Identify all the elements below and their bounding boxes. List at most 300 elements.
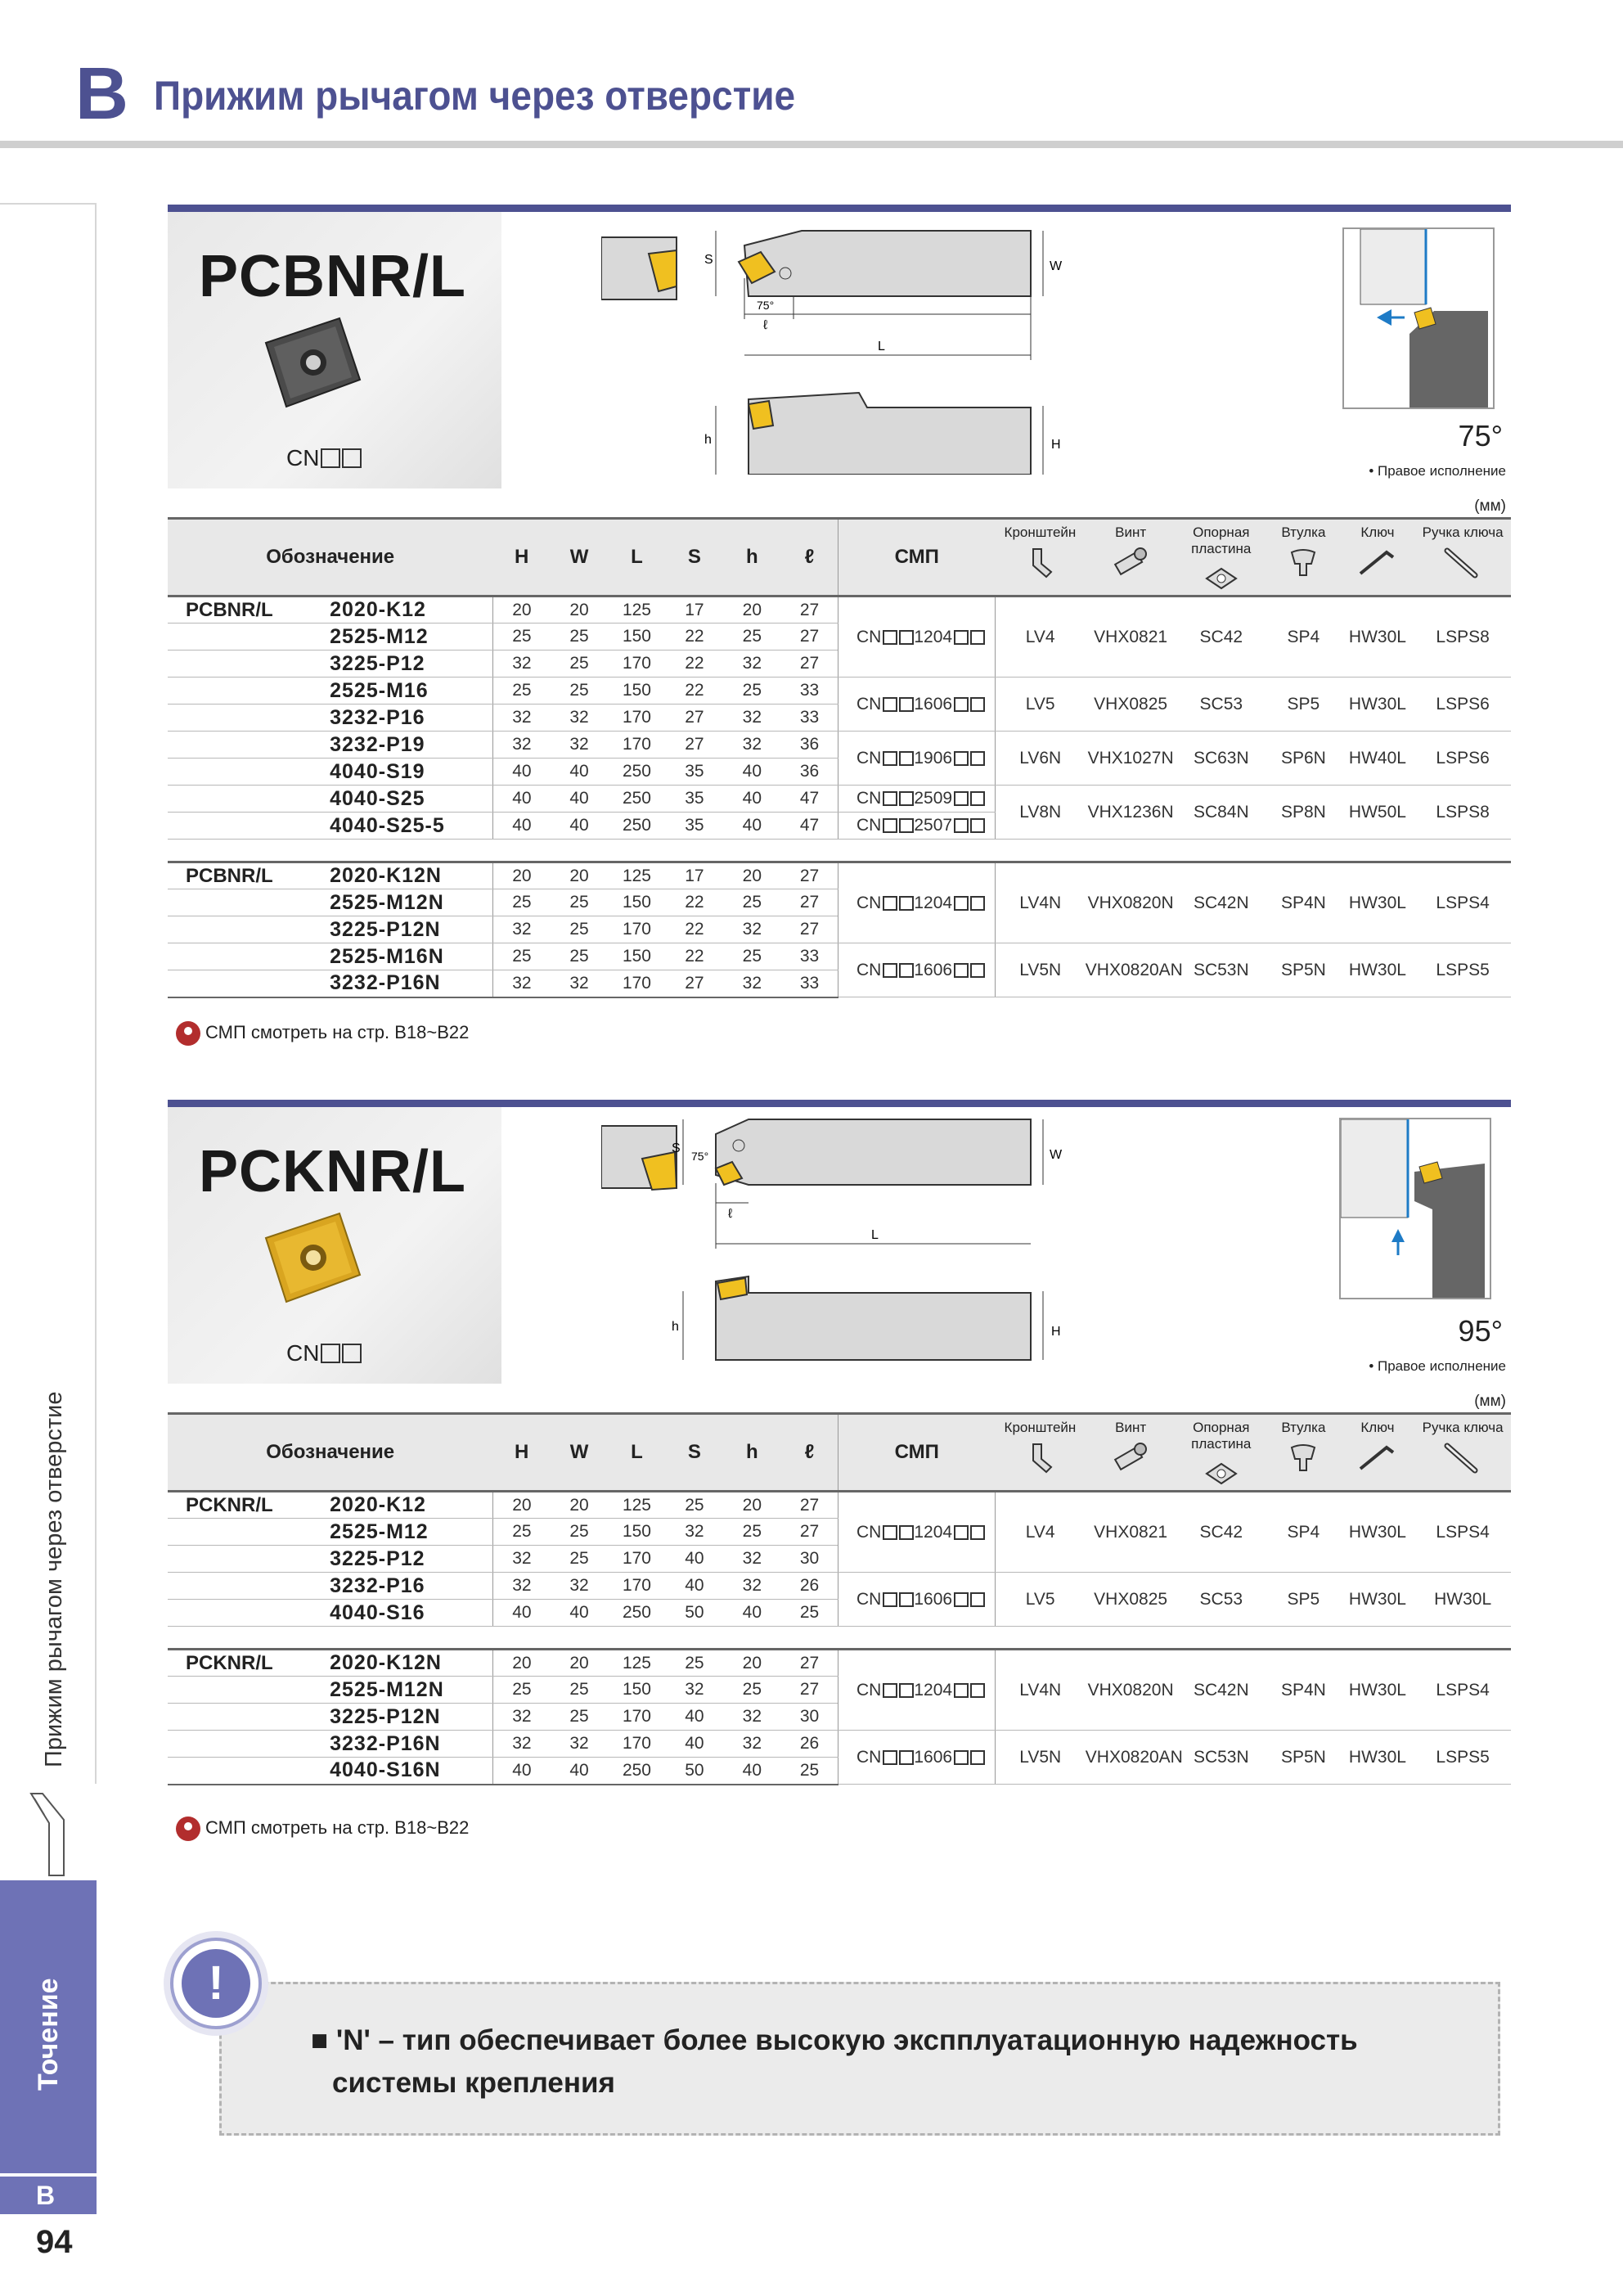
dim-value: 25 — [781, 1758, 838, 1785]
part-code: SC84N — [1176, 786, 1266, 840]
series-name — [168, 1731, 320, 1758]
placeholder-box-icon — [883, 1592, 897, 1607]
dim-value: 22 — [666, 624, 723, 651]
dim-value: 35 — [666, 759, 723, 786]
part-code: SC53N — [1176, 1731, 1266, 1785]
dim-value: 150 — [608, 943, 665, 970]
table-row — [168, 1731, 1511, 1758]
dim-value: 25 — [492, 624, 550, 651]
part-code: LSPS4 — [1414, 862, 1511, 943]
shim-icon — [1176, 1457, 1266, 1490]
part-code: SC42 — [1176, 1492, 1266, 1573]
dim-value: 25 — [551, 1546, 608, 1573]
dim-value: 25 — [723, 624, 780, 651]
dim-value: 40 — [492, 813, 550, 840]
key-icon — [1341, 1441, 1415, 1474]
part-code: SC42N — [1176, 1650, 1266, 1731]
dim-value: 22 — [666, 943, 723, 970]
dim-value: 25 — [723, 889, 780, 916]
handle-icon — [1414, 546, 1511, 579]
designation-code: 3225-P12 — [320, 651, 492, 678]
designation-code: 3232-P16 — [320, 1573, 492, 1600]
dim-value: 32 — [666, 1677, 723, 1704]
sleeve-icon — [1266, 546, 1341, 579]
table-row — [168, 1492, 1511, 1519]
holder-front-view — [672, 1276, 1061, 1360]
callout-line-1: ■ 'N' – тип обеспечивает более высокую экспплуатационную надежность — [311, 2024, 1358, 2056]
bracket-icon — [995, 546, 1086, 579]
group-separator — [168, 840, 1511, 862]
dim-75: 75° — [757, 299, 775, 312]
placeholder-box-icon — [883, 818, 897, 833]
col-H: H — [492, 1414, 550, 1492]
dim-value: 40 — [551, 786, 608, 813]
placeholder-box-icon — [883, 1683, 897, 1698]
col-sleeve: Втулка — [1266, 1414, 1341, 1492]
dim-value: 33 — [781, 970, 838, 997]
col-S: S — [666, 1414, 723, 1492]
placeholder-box-icon — [954, 818, 969, 833]
series-name: PCBNR/L — [168, 862, 320, 889]
application-detail — [1339, 1118, 1491, 1299]
table-row — [168, 786, 1511, 813]
series-name — [168, 889, 320, 916]
holder-side-view — [601, 1126, 677, 1190]
part-code: LV5 — [995, 1573, 1086, 1627]
smp-insert: CN 1204 — [838, 862, 995, 943]
part-code: HW30L — [1341, 1650, 1415, 1731]
insert-dark-icon — [250, 310, 372, 416]
designation-code: 2020-K12 — [320, 1492, 492, 1519]
smp-insert: CN 1606 — [838, 1731, 995, 1785]
dim-value: 40 — [723, 1600, 780, 1627]
placeholder-box-icon — [954, 791, 969, 806]
part-code: LSPS6 — [1414, 678, 1511, 732]
dim-value: 27 — [781, 1519, 838, 1546]
section-bar — [168, 1100, 1511, 1107]
part-code: VHX0820N — [1086, 1650, 1176, 1731]
placeholder-box-icon — [954, 1525, 969, 1540]
dim-value: 22 — [666, 889, 723, 916]
series-name — [168, 651, 320, 678]
sidebar-tab-label: Точение — [33, 1978, 64, 2091]
dim-value: 125 — [608, 597, 665, 624]
dim-value: 30 — [781, 1704, 838, 1731]
dim-value: 40 — [666, 1704, 723, 1731]
dim-value: 25 — [723, 943, 780, 970]
product-section-pcbnr — [168, 205, 1511, 998]
dim-value: 25 — [551, 943, 608, 970]
dim-value: 35 — [666, 813, 723, 840]
dim-value: 27 — [781, 889, 838, 916]
dim-value: 35 — [666, 786, 723, 813]
designation-code: 2525-M12 — [320, 1519, 492, 1546]
dim-value: 40 — [551, 1600, 608, 1627]
placeholder-box-icon — [970, 630, 985, 645]
dim-h: h — [704, 433, 712, 447]
part-code: HW30L — [1414, 1573, 1511, 1627]
dim-value: 32 — [551, 1573, 608, 1600]
part-code: LV5 — [995, 678, 1086, 732]
smp-insert: CN 1606 — [838, 943, 995, 997]
designation-code: 3232-P16N — [320, 1731, 492, 1758]
col-screw: Винт — [1086, 519, 1176, 597]
dim-value: 27 — [781, 1677, 838, 1704]
col-bracket: Кронштейн — [995, 519, 1086, 597]
series-name — [168, 624, 320, 651]
dim-W: W — [1050, 259, 1063, 273]
col-l: ℓ — [781, 1414, 838, 1492]
smp-reference-note: СМП смотреть на стр. B18~B22 — [176, 1021, 469, 1046]
table-row — [168, 597, 1511, 624]
part-code: SP6N — [1266, 732, 1341, 786]
dim-value: 32 — [492, 705, 550, 732]
dim-value: 27 — [666, 970, 723, 997]
placeholder-box-icon — [954, 896, 969, 911]
dim-value: 27 — [781, 1492, 838, 1519]
holder-side-view — [601, 237, 677, 299]
section-bar — [168, 205, 1511, 212]
dim-value: 27 — [666, 705, 723, 732]
table-header — [168, 1414, 1511, 1492]
placeholder-box-icon — [899, 1592, 914, 1607]
part-code: SC53N — [1176, 943, 1266, 997]
placeholder-box-icon — [899, 697, 914, 712]
part-code: SP5 — [1266, 1573, 1341, 1627]
part-code: HW30L — [1341, 1492, 1415, 1573]
application-detail — [1342, 227, 1495, 409]
part-code: LV4 — [995, 597, 1086, 678]
col-key_handle: Ручка ключа — [1414, 519, 1511, 597]
series-name: PCKNR/L — [168, 1492, 320, 1519]
dim-value: 125 — [608, 862, 665, 889]
placeholder-box-icon — [342, 1344, 362, 1363]
col-key: Ключ — [1341, 519, 1415, 597]
series-name — [168, 813, 320, 840]
placeholder-box-icon — [883, 791, 897, 806]
location-pin-icon — [176, 1021, 200, 1046]
part-code: LV8N — [995, 786, 1086, 840]
placeholder-box-icon — [899, 1750, 914, 1765]
smp-reference-note: СМП смотреть на стр. B18~B22 — [176, 1817, 469, 1841]
placeholder-box-icon — [970, 751, 985, 766]
dim-value: 40 — [492, 786, 550, 813]
part-code: VHX1027N — [1086, 732, 1176, 786]
series-name — [168, 1546, 320, 1573]
part-code: SC53 — [1176, 678, 1266, 732]
dim-value: 150 — [608, 1519, 665, 1546]
dim-value: 32 — [723, 705, 780, 732]
dim-value: 40 — [492, 759, 550, 786]
placeholder-box-icon — [954, 630, 969, 645]
part-code: HW50L — [1341, 786, 1415, 840]
dim-value: 36 — [781, 732, 838, 759]
tool-drawing-top — [601, 229, 1354, 475]
col-h: h — [723, 519, 780, 597]
designation-code: 4040-S25 — [320, 786, 492, 813]
part-code: HW30L — [1341, 943, 1415, 997]
col-shim: Опорная пластина — [1176, 519, 1266, 597]
designation-code: 2525-M12N — [320, 889, 492, 916]
placeholder-box-icon — [883, 1525, 897, 1540]
approach-angle: 75° — [1458, 419, 1503, 452]
screw-icon — [1086, 1441, 1176, 1474]
dim-value: 32 — [551, 705, 608, 732]
location-pin-icon — [176, 1817, 200, 1841]
col-S: S — [666, 519, 723, 597]
placeholder-box-icon — [970, 697, 985, 712]
dim-value: 40 — [666, 1546, 723, 1573]
dim-value: 32 — [723, 916, 780, 943]
part-code: SP8N — [1266, 786, 1341, 840]
product-panel — [168, 1107, 501, 1384]
dim-value: 32 — [666, 1519, 723, 1546]
placeholder-box-icon — [970, 818, 985, 833]
part-code: HW30L — [1341, 1731, 1415, 1785]
dim-value: 25 — [551, 1519, 608, 1546]
placeholder-box-icon — [954, 697, 969, 712]
dim-value: 20 — [551, 1650, 608, 1677]
part-code: VHX0820N — [1086, 862, 1176, 943]
col-h: h — [723, 1414, 780, 1492]
callout-text — [311, 2019, 1358, 2105]
dim-value: 40 — [551, 813, 608, 840]
holder-plan-view — [704, 231, 1063, 360]
series-name — [168, 678, 320, 705]
right-hand-note: • Правое исполнение — [1369, 463, 1506, 479]
part-code: HW30L — [1341, 862, 1415, 943]
placeholder-box-icon — [321, 1344, 340, 1363]
placeholder-box-icon — [342, 448, 362, 468]
series-name — [168, 916, 320, 943]
dim-value: 32 — [492, 1704, 550, 1731]
dim-value: 32 — [723, 1704, 780, 1731]
units-label: (мм) — [1474, 1393, 1506, 1410]
table-row — [168, 1650, 1511, 1677]
series-name: PCBNR/L — [168, 597, 320, 624]
series-name — [168, 732, 320, 759]
dim-value: 32 — [723, 970, 780, 997]
placeholder-box-icon — [970, 963, 985, 978]
dim-value: 33 — [781, 678, 838, 705]
placeholder-box-icon — [899, 1683, 914, 1698]
placeholder-box-icon — [899, 751, 914, 766]
part-code: VHX0825 — [1086, 678, 1176, 732]
sidebar-vertical-title: Прижим рычагом через отверстие — [41, 1391, 67, 1767]
col-L: L — [608, 519, 665, 597]
part-code: VHX0821 — [1086, 597, 1176, 678]
bracket-icon — [995, 1441, 1086, 1474]
turning-tool-icon — [25, 1790, 74, 1879]
col-H: H — [492, 519, 550, 597]
placeholder-box-icon — [954, 963, 969, 978]
dim-value: 47 — [781, 786, 838, 813]
tool-drawing-bottom — [601, 1118, 1354, 1363]
dim-value: 170 — [608, 1546, 665, 1573]
dim-value: 26 — [781, 1731, 838, 1758]
dim-value: 25 — [551, 678, 608, 705]
dim-value: 170 — [608, 1731, 665, 1758]
col-sleeve: Втулка — [1266, 519, 1341, 597]
dim-value: 32 — [551, 1731, 608, 1758]
col-smp: СМП — [838, 519, 995, 597]
dim-value: 25 — [492, 1519, 550, 1546]
col-designation: Обозначение — [168, 519, 492, 597]
section-letter: B — [75, 53, 128, 135]
placeholder-box-icon — [970, 1525, 985, 1540]
dim-value: 20 — [492, 597, 550, 624]
insert-gold-icon — [250, 1205, 372, 1312]
designation-code: 3225-P12N — [320, 1704, 492, 1731]
smp-insert: CN 2509 — [838, 786, 995, 813]
dim-value: 150 — [608, 624, 665, 651]
dim-value: 32 — [492, 651, 550, 678]
page-number: 94 — [36, 2224, 73, 2260]
dim-value: 27 — [781, 624, 838, 651]
designation-code: 3232-P19 — [320, 732, 492, 759]
dim-value: 22 — [666, 651, 723, 678]
table-row — [168, 943, 1511, 970]
series-name — [168, 1600, 320, 1627]
part-code: SP4 — [1266, 597, 1341, 678]
series-name — [168, 943, 320, 970]
smp-insert: CN 1204 — [838, 1650, 995, 1731]
dim-value: 27 — [781, 597, 838, 624]
dim-H: H — [1051, 1325, 1061, 1339]
dim-value: 32 — [723, 732, 780, 759]
series-name — [168, 1704, 320, 1731]
dim-value: 17 — [666, 597, 723, 624]
units-label: (мм) — [1474, 497, 1506, 515]
dim-value: 25 — [666, 1492, 723, 1519]
dim-value: 32 — [551, 732, 608, 759]
dim-value: 150 — [608, 1677, 665, 1704]
exclamation-icon: ! — [182, 1949, 250, 2018]
dim-value: 25 — [492, 889, 550, 916]
part-code: SC42N — [1176, 862, 1266, 943]
placeholder-box-icon — [970, 896, 985, 911]
group-separator — [168, 1627, 1511, 1650]
part-code: SC53 — [1176, 1573, 1266, 1627]
dim-L: L — [871, 1228, 879, 1242]
dim-75: 75° — [691, 1150, 709, 1163]
sidebar-section-letter: B — [0, 2177, 97, 2214]
dim-value: 20 — [492, 1650, 550, 1677]
dim-value: 22 — [666, 678, 723, 705]
col-key_handle: Ручка ключа — [1414, 1414, 1511, 1492]
dim-value: 32 — [723, 1546, 780, 1573]
designation-code: 2525-M16N — [320, 943, 492, 970]
designation-code: 4040-S16 — [320, 1600, 492, 1627]
dim-value: 40 — [723, 1758, 780, 1785]
col-l: ℓ — [781, 519, 838, 597]
dim-value: 32 — [723, 651, 780, 678]
dim-value: 40 — [723, 813, 780, 840]
dim-value: 40 — [551, 1758, 608, 1785]
placeholder-box-icon — [321, 448, 340, 468]
series-name — [168, 1573, 320, 1600]
dim-value: 20 — [723, 1492, 780, 1519]
placeholder-box-icon — [899, 963, 914, 978]
part-code: LSPS8 — [1414, 786, 1511, 840]
table-row — [168, 678, 1511, 705]
dim-value: 250 — [608, 1600, 665, 1627]
dim-l: ℓ — [728, 1207, 733, 1221]
designation-code: 2525-M16 — [320, 678, 492, 705]
insert-code: CN — [286, 445, 362, 471]
product-name: PCBNR/L — [199, 244, 466, 309]
col-screw: Винт — [1086, 1414, 1176, 1492]
dim-value: 32 — [492, 732, 550, 759]
dim-value: 40 — [492, 1758, 550, 1785]
dim-value: 170 — [608, 916, 665, 943]
placeholder-box-icon — [883, 751, 897, 766]
designation-code: 3225-P12N — [320, 916, 492, 943]
placeholder-box-icon — [899, 896, 914, 911]
product-name: PCKNR/L — [199, 1139, 466, 1204]
dim-value: 170 — [608, 651, 665, 678]
placeholder-box-icon — [899, 630, 914, 645]
placeholder-box-icon — [970, 1750, 985, 1765]
dim-value: 250 — [608, 759, 665, 786]
part-code: LSPS8 — [1414, 597, 1511, 678]
dim-value: 170 — [608, 705, 665, 732]
designation-code: 2525-M12N — [320, 1677, 492, 1704]
screw-icon — [1086, 546, 1176, 579]
dim-value: 25 — [492, 1677, 550, 1704]
designation-code: 2020-K12N — [320, 1650, 492, 1677]
part-code: SP5 — [1266, 678, 1341, 732]
part-code: SP5N — [1266, 1731, 1341, 1785]
dim-value: 40 — [723, 786, 780, 813]
series-name — [168, 705, 320, 732]
dim-value: 250 — [608, 1758, 665, 1785]
dim-value: 27 — [781, 862, 838, 889]
dim-value: 25 — [551, 1677, 608, 1704]
dim-value: 25 — [723, 1519, 780, 1546]
dim-S: S — [672, 1141, 681, 1155]
placeholder-box-icon — [970, 1683, 985, 1698]
designation-code: 3232-P16N — [320, 970, 492, 997]
smp-insert: CN 1606 — [838, 678, 995, 732]
part-code: LSPS6 — [1414, 732, 1511, 786]
dim-value: 25 — [666, 1650, 723, 1677]
dim-value: 20 — [723, 597, 780, 624]
dim-value: 25 — [551, 624, 608, 651]
dim-value: 20 — [723, 1650, 780, 1677]
series-name — [168, 1758, 320, 1785]
placeholder-box-icon — [899, 791, 914, 806]
dim-value: 32 — [492, 1731, 550, 1758]
page-title: Прижим рычагом через отверстие — [154, 73, 796, 119]
part-code: VHX0821 — [1086, 1492, 1176, 1573]
dim-value: 47 — [781, 813, 838, 840]
dim-value: 40 — [551, 759, 608, 786]
dim-value: 33 — [781, 705, 838, 732]
table-row — [168, 862, 1511, 889]
dim-value: 50 — [666, 1758, 723, 1785]
application-icon — [1341, 1119, 1490, 1298]
part-code: SC63N — [1176, 732, 1266, 786]
dim-value: 20 — [551, 1492, 608, 1519]
designation-code: 4040-S19 — [320, 759, 492, 786]
sleeve-icon — [1266, 1441, 1341, 1474]
dim-value: 27 — [781, 1650, 838, 1677]
smp-insert: CN 1204 — [838, 1492, 995, 1573]
dim-value: 32 — [723, 1573, 780, 1600]
dim-value: 125 — [608, 1650, 665, 1677]
dim-value: 50 — [666, 1600, 723, 1627]
